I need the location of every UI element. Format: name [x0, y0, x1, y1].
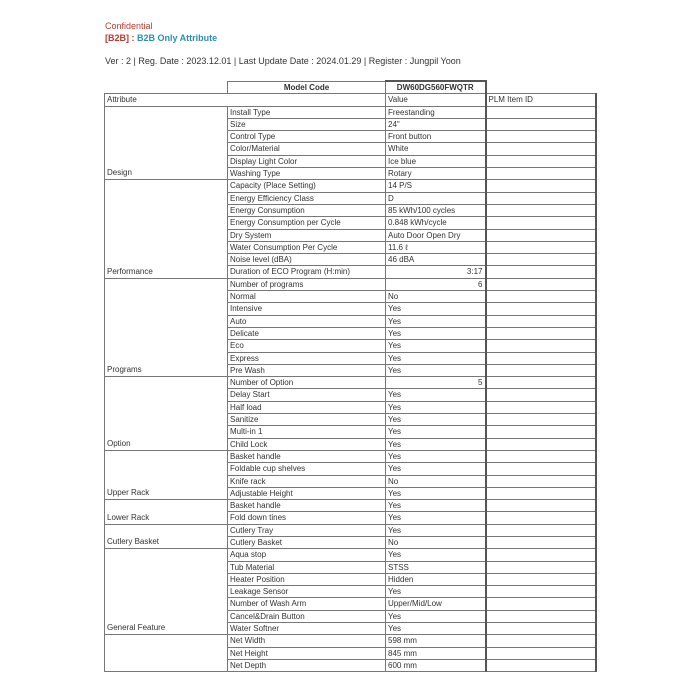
- attribute-value: Yes: [386, 450, 486, 462]
- plm-item-id: [486, 610, 596, 622]
- spec-row: [105, 278, 596, 290]
- attribute-name: Display Light Color: [228, 155, 386, 167]
- attribute-name: Energy Consumption: [228, 204, 386, 216]
- attribute-value: Freestanding: [386, 106, 486, 118]
- attribute-name: Foldable cup shelves: [228, 463, 386, 475]
- header-row-model: [105, 81, 596, 94]
- plm-item-id: [486, 340, 596, 352]
- plm-item-id: [486, 438, 596, 450]
- attribute-name: Child Lock: [228, 438, 386, 450]
- plm-item-id: [486, 315, 596, 327]
- attribute-value: Rotary: [386, 168, 486, 180]
- attribute-name: Sanitize: [228, 414, 386, 426]
- attribute-name: Heater Position: [228, 573, 386, 585]
- plm-item-id: [486, 414, 596, 426]
- attribute-value: Yes: [386, 438, 486, 450]
- plm-item-id: [486, 463, 596, 475]
- category-cell: General Feature: [105, 549, 228, 635]
- plm-item-id: [486, 364, 596, 376]
- spec-row: [105, 106, 596, 118]
- attribute-name: Capacity (Place Setting): [228, 180, 386, 192]
- attribute-name: Install Type: [228, 106, 386, 118]
- plm-item-id: [486, 659, 596, 671]
- plm-item-id: [486, 266, 596, 278]
- plm-item-id: [486, 401, 596, 413]
- plm-item-id: [486, 389, 596, 401]
- attribute-value: Yes: [386, 610, 486, 622]
- attribute-name: Water Softner: [228, 623, 386, 635]
- attribute-name: Noise level (dBA): [228, 254, 386, 266]
- attribute-value: Ice blue: [386, 155, 486, 167]
- attribute-value: 0.848 kWh/cycle: [386, 217, 486, 229]
- version-meta: Ver : 2 | Reg. Date : 2023.12.01 | Last Update Date : 2024.01.29 | Register : Jungpil Yoon: [105, 56, 461, 66]
- attribute-value: Yes: [386, 487, 486, 499]
- attribute-name: Energy Consumption per Cycle: [228, 217, 386, 229]
- attribute-value: 5: [386, 377, 486, 389]
- plm-item-id: [486, 635, 596, 647]
- spec-row: [105, 377, 596, 389]
- attribute-value: STSS: [386, 561, 486, 573]
- attribute-name: Basket handle: [228, 450, 386, 462]
- attribute-value: Yes: [386, 364, 486, 376]
- attribute-value: Yes: [386, 401, 486, 413]
- attribute-value: Yes: [386, 303, 486, 315]
- b2b-tag: [B2B]: [105, 33, 129, 43]
- model-code-label: Model Code: [228, 81, 386, 94]
- attribute-value: 11.6 ℓ: [386, 241, 486, 253]
- attribute-value: 598 mm: [386, 635, 486, 647]
- spacer-cell: [486, 81, 596, 94]
- b2b-text: B2B Only Attribute: [137, 33, 218, 43]
- category-cell: [105, 635, 228, 672]
- attribute-name: Intensive: [228, 303, 386, 315]
- category-cell: Upper Rack: [105, 450, 228, 499]
- spec-row: [105, 500, 596, 512]
- spec-row: [105, 549, 596, 561]
- attribute-name: Cancel&Drain Button: [228, 610, 386, 622]
- attribute-name: Net Depth: [228, 659, 386, 671]
- attribute-name: Knife rack: [228, 475, 386, 487]
- plm-item-id: [486, 241, 596, 253]
- category-cell: Performance: [105, 180, 228, 278]
- attribute-name: Half load: [228, 401, 386, 413]
- attribute-value: 845 mm: [386, 647, 486, 659]
- attribute-name: Control Type: [228, 131, 386, 143]
- attribute-name: Aqua stop: [228, 549, 386, 561]
- attribute-name: Duration of ECO Program (H:min): [228, 266, 386, 278]
- category-cell: Programs: [105, 278, 228, 376]
- plm-item-id: [486, 377, 596, 389]
- attribute-name: Pre Wash: [228, 364, 386, 376]
- attribute-value: Yes: [386, 549, 486, 561]
- attribute-value: D: [386, 192, 486, 204]
- attribute-value: 24": [386, 118, 486, 130]
- plm-item-id: [486, 254, 596, 266]
- attribute-name: Multi-in 1: [228, 426, 386, 438]
- category-cell: Cutlery Basket: [105, 524, 228, 549]
- plm-item-id: [486, 106, 596, 118]
- plm-item-id: [486, 561, 596, 573]
- attribute-value: Hidden: [386, 573, 486, 585]
- category-cell: Lower Rack: [105, 500, 228, 525]
- plm-item-id: [486, 549, 596, 561]
- attribute-name: Tub Material: [228, 561, 386, 573]
- attribute-value: Yes: [386, 389, 486, 401]
- attribute-name: Delicate: [228, 327, 386, 339]
- attribute-value: Auto Door Open Dry: [386, 229, 486, 241]
- attribute-name: Cutlery Basket: [228, 536, 386, 548]
- spacer-cell: [105, 81, 228, 94]
- category-cell: Option: [105, 377, 228, 451]
- attribute-value: Yes: [386, 352, 486, 364]
- attribute-value: 46 dBA: [386, 254, 486, 266]
- attribute-value: Yes: [386, 463, 486, 475]
- plm-item-id: [486, 217, 596, 229]
- attribute-name: Basket handle: [228, 500, 386, 512]
- attribute-name: Cutlery Tray: [228, 524, 386, 536]
- attribute-name: Eco: [228, 340, 386, 352]
- attribute-name: Washing Type: [228, 168, 386, 180]
- plm-item-id: [486, 623, 596, 635]
- attribute-name: Auto: [228, 315, 386, 327]
- plm-item-id: [486, 647, 596, 659]
- plm-item-id: [486, 573, 596, 585]
- spec-table: [104, 80, 597, 672]
- b2b-notice: [105, 33, 217, 43]
- attribute-value: Front button: [386, 131, 486, 143]
- attribute-value: 3:17: [386, 266, 486, 278]
- attribute-name: Normal: [228, 291, 386, 303]
- plm-item-id: [486, 278, 596, 290]
- attribute-name: Leakage Sensor: [228, 586, 386, 598]
- plm-item-id: [486, 303, 596, 315]
- attribute-value: 85 kWh/100 cycles: [386, 204, 486, 216]
- plm-item-id: [486, 155, 596, 167]
- attribute-value: Yes: [386, 327, 486, 339]
- plm-item-id: [486, 131, 596, 143]
- attribute-value: Yes: [386, 586, 486, 598]
- plm-item-id: [486, 524, 596, 536]
- attribute-name: Number of programs: [228, 278, 386, 290]
- attribute-name: Number of Option: [228, 377, 386, 389]
- plm-item-id: [486, 475, 596, 487]
- plm-item-id: [486, 500, 596, 512]
- attribute-value: Yes: [386, 524, 486, 536]
- attribute-name: Net Width: [228, 635, 386, 647]
- plm-item-id: [486, 327, 596, 339]
- attribute-value: 6: [386, 278, 486, 290]
- spec-row: [105, 450, 596, 462]
- plm-item-id: [486, 229, 596, 241]
- plm-item-id: [486, 536, 596, 548]
- attribute-name: Water Consumption Per Cycle: [228, 241, 386, 253]
- plm-item-id: [486, 598, 596, 610]
- attribute-value: Yes: [386, 500, 486, 512]
- attribute-value: Yes: [386, 340, 486, 352]
- plm-item-id: [486, 192, 596, 204]
- attribute-name: Color/Material: [228, 143, 386, 155]
- spec-row: [105, 180, 596, 192]
- attribute-value: Yes: [386, 315, 486, 327]
- attribute-value: Yes: [386, 426, 486, 438]
- plm-item-id: [486, 291, 596, 303]
- attribute-value: 14 P/S: [386, 180, 486, 192]
- plm-item-id: [486, 143, 596, 155]
- attribute-value: Yes: [386, 414, 486, 426]
- plm-item-id: [486, 168, 596, 180]
- plm-item-id: [486, 487, 596, 499]
- attribute-name: Number of Wash Arm: [228, 598, 386, 610]
- value-label: Value: [386, 94, 486, 106]
- attribute-value: Upper/Mid/Low: [386, 598, 486, 610]
- plm-label: PLM Item ID: [486, 94, 596, 106]
- plm-item-id: [486, 118, 596, 130]
- header-row-attribute: [105, 94, 596, 106]
- attribute-value: No: [386, 291, 486, 303]
- b2b-separator: :: [129, 33, 137, 43]
- attribute-name: Delay Start: [228, 389, 386, 401]
- confidential-label: Confidential: [105, 21, 153, 31]
- attribute-name: Adjustable Height: [228, 487, 386, 499]
- attribute-name: Dry System: [228, 229, 386, 241]
- attribute-name: Fold down tines: [228, 512, 386, 524]
- attribute-name: Size: [228, 118, 386, 130]
- attribute-value: No: [386, 536, 486, 548]
- plm-item-id: [486, 180, 596, 192]
- spec-row: [105, 524, 596, 536]
- plm-item-id: [486, 204, 596, 216]
- plm-item-id: [486, 426, 596, 438]
- plm-item-id: [486, 450, 596, 462]
- attribute-name: Net Height: [228, 647, 386, 659]
- attribute-value: Yes: [386, 623, 486, 635]
- attribute-name: Energy Efficiency Class: [228, 192, 386, 204]
- attribute-value: No: [386, 475, 486, 487]
- plm-item-id: [486, 512, 596, 524]
- attribute-label: Attribute: [105, 94, 386, 106]
- plm-item-id: [486, 352, 596, 364]
- attribute-name: Express: [228, 352, 386, 364]
- category-cell: Design: [105, 106, 228, 180]
- attribute-value: White: [386, 143, 486, 155]
- attribute-value: 600 mm: [386, 659, 486, 671]
- spec-row: [105, 635, 596, 647]
- plm-item-id: [486, 586, 596, 598]
- model-code-value: DW60DG560FWQTR: [386, 81, 486, 94]
- attribute-value: Yes: [386, 512, 486, 524]
